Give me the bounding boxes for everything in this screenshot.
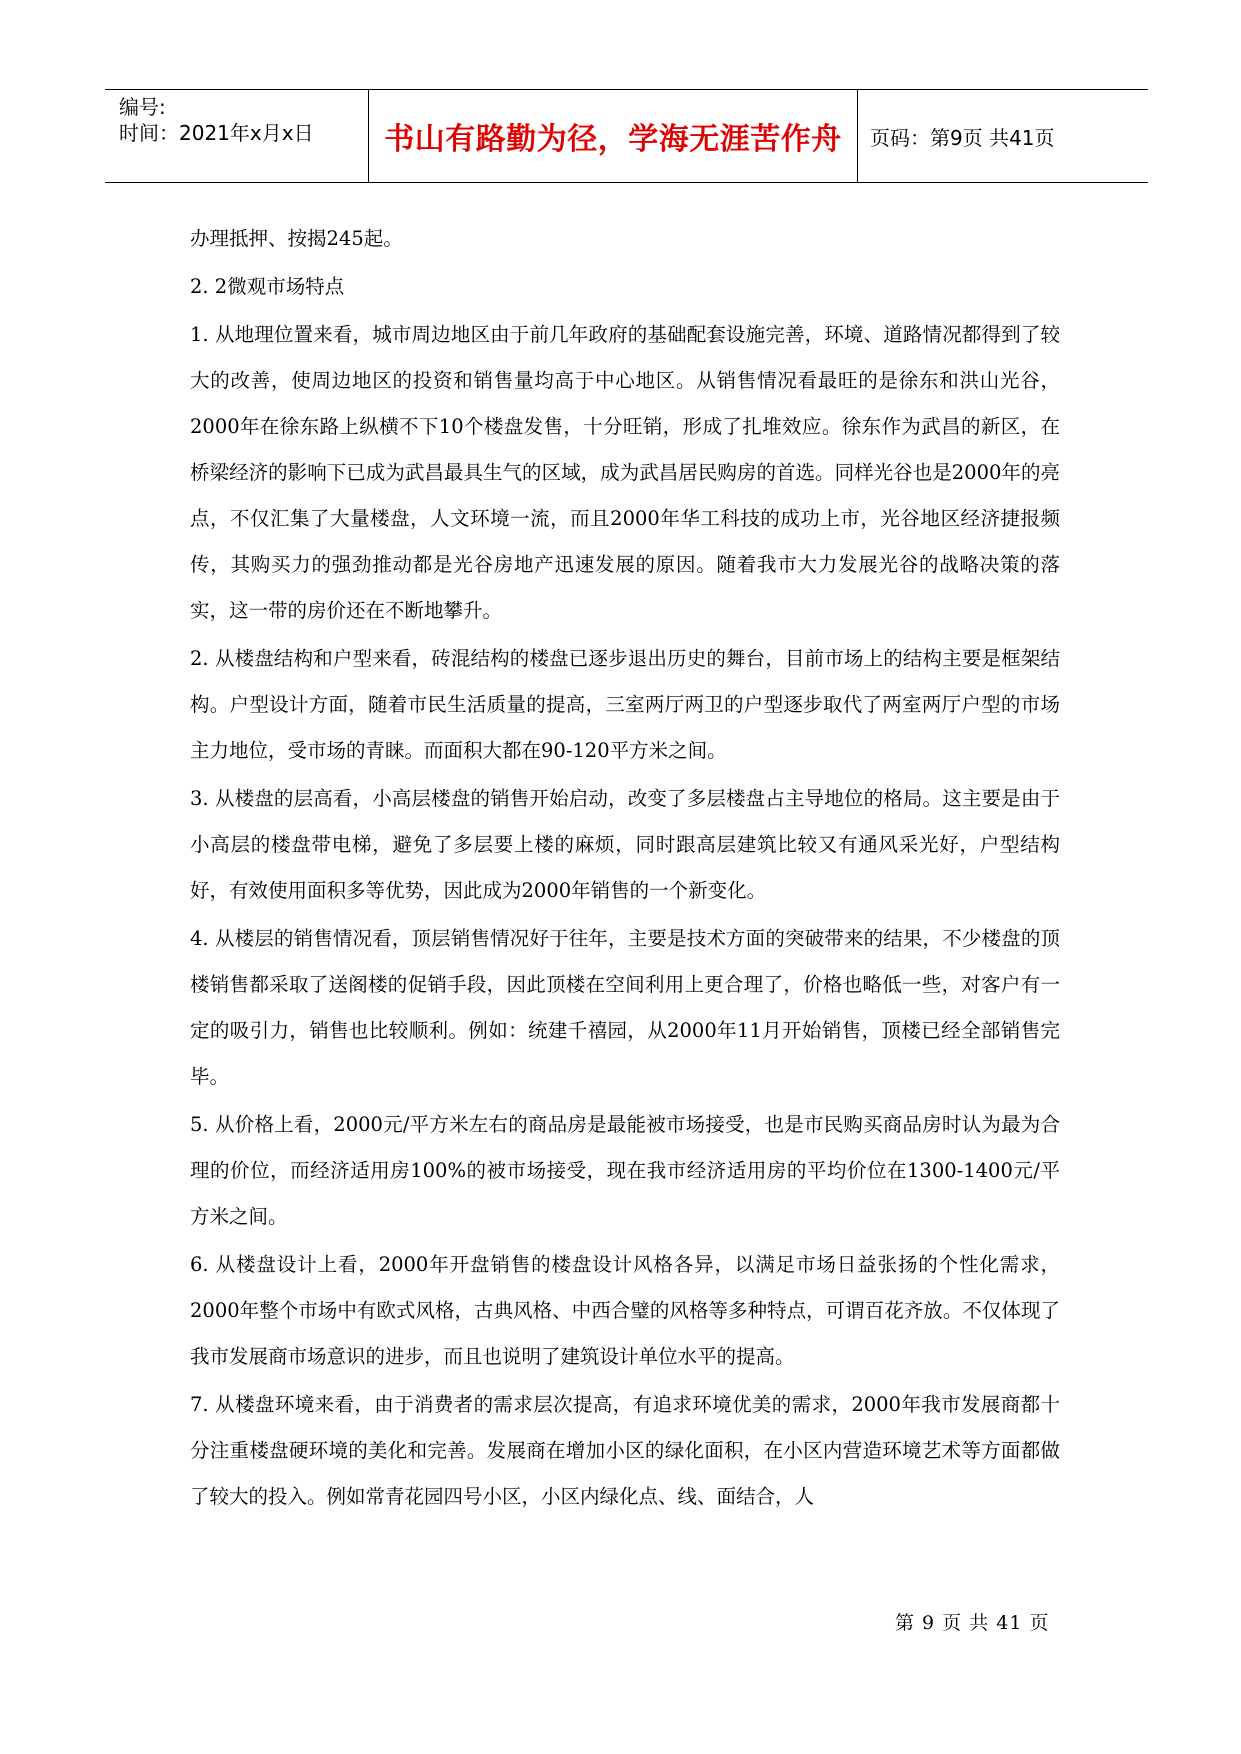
paragraph: 2. 从楼盘结构和户型来看，砖混结构的楼盘已逐步退出历史的舞台，目前市场上的结构主要是框架结构。户型设计方面，随着市民生活质量的提高，三室两厅两卫的户型逐步取代了两室两厅户型的市场主力地位，受市场的青睐。而面积大都在90-120平方米之间。 [190, 647, 1060, 762]
paragraph: 办理抵押、按揭245起。 [190, 227, 403, 250]
paragraph: 7. 从楼盘环境来看，由于消费者的需求层次提高，有追求环境优美的需求，2000年我市发展商都十分注重楼盘硬环境的美化和完善。发展商在增加小区的绿化面积，在小区内营造环境艺术等方面都做了较大的投入。例如常青花园四号小区，小区内绿化点、线、面结合，人 [190, 1393, 1060, 1508]
header-meta-cell [105, 90, 369, 182]
document-header [105, 89, 1148, 183]
document-time-label: 时间：2021年x月x日 [119, 121, 314, 145]
document-body [190, 216, 1060, 1522]
header-motto: 书山有路勤为径，学海无涯苦作舟 [369, 90, 858, 182]
paragraph: 5. 从价格上看，2000元/平方米左右的商品房是最能被市场接受，也是市民购买商品房时认为最为合理的价位，而经济适用房100%的被市场接受，现在我市经济适用房的平均价位在1300-1400元/平方米之间。 [190, 1113, 1060, 1228]
page-footer: 第 9 页 共 41 页 [895, 1612, 1050, 1634]
paragraph: 4. 从楼层的销售情况看，顶层销售情况好于往年，主要是技术方面的突破带来的结果，不少楼盘的顶楼销售都采取了送阁楼的促销手段，因此顶楼在空间利用上更合理了，价格也略低一些，对客户有一定的吸引力，销售也比较顺利。例如：统建千禧园，从2000年11月开始销售，顶楼已经全部销售完毕。 [190, 927, 1060, 1088]
header-page-code: 页码：第9页 共41页 [870, 125, 1055, 150]
paragraph: 6. 从楼盘设计上看，2000年开盘销售的楼盘设计风格各异，以满足市场日益张扬的个性化需求，2000年整个市场中有欧式风格，古典风格、中西合璧的风格等多种特点，可谓百花齐放。不仅体现了我市发展商市场意识的进步，而且也说明了建筑设计单位水平的提高。 [190, 1253, 1060, 1368]
document-number-label: 编号: [119, 95, 166, 119]
paragraph: 3. 从楼盘的层高看，小高层楼盘的销售开始启动，改变了多层楼盘占主导地位的格局。这主要是由于小高层的楼盘带电梯，避免了多层要上楼的麻烦，同时跟高层建筑比较又有通风采光好，户型结构好，有效使用面积多等优势，因此成为2000年销售的一个新变化。 [190, 787, 1060, 902]
paragraph: 1. 从地理位置来看，城市周边地区由于前几年政府的基础配套设施完善，环境、道路情况都得到了较大的改善，使周边地区的投资和销售量均高于中心地区。从销售情况看最旺的是徐东和洪山光谷，2000年在徐东路上纵横不下10个楼盘发售，十分旺销，形成了扎堆效应。徐东作为武昌的新区，在桥梁经济的影响下已成为武昌最具生气的区域，成为武昌居民购房的首选。同样光谷也是2000年的亮点，不仅汇集了大量楼盘，人文环境一流，而且2000年华工科技的成功上市，光谷地区经济捷报频传，其购买力的强劲推动都是光谷房地产迅速发展的原因。随着我市大力发展光谷的战略决策的落实，这一带的房价还在不断地攀升。 [190, 323, 1060, 622]
section-heading: 2. 2微观市场特点 [190, 275, 345, 298]
